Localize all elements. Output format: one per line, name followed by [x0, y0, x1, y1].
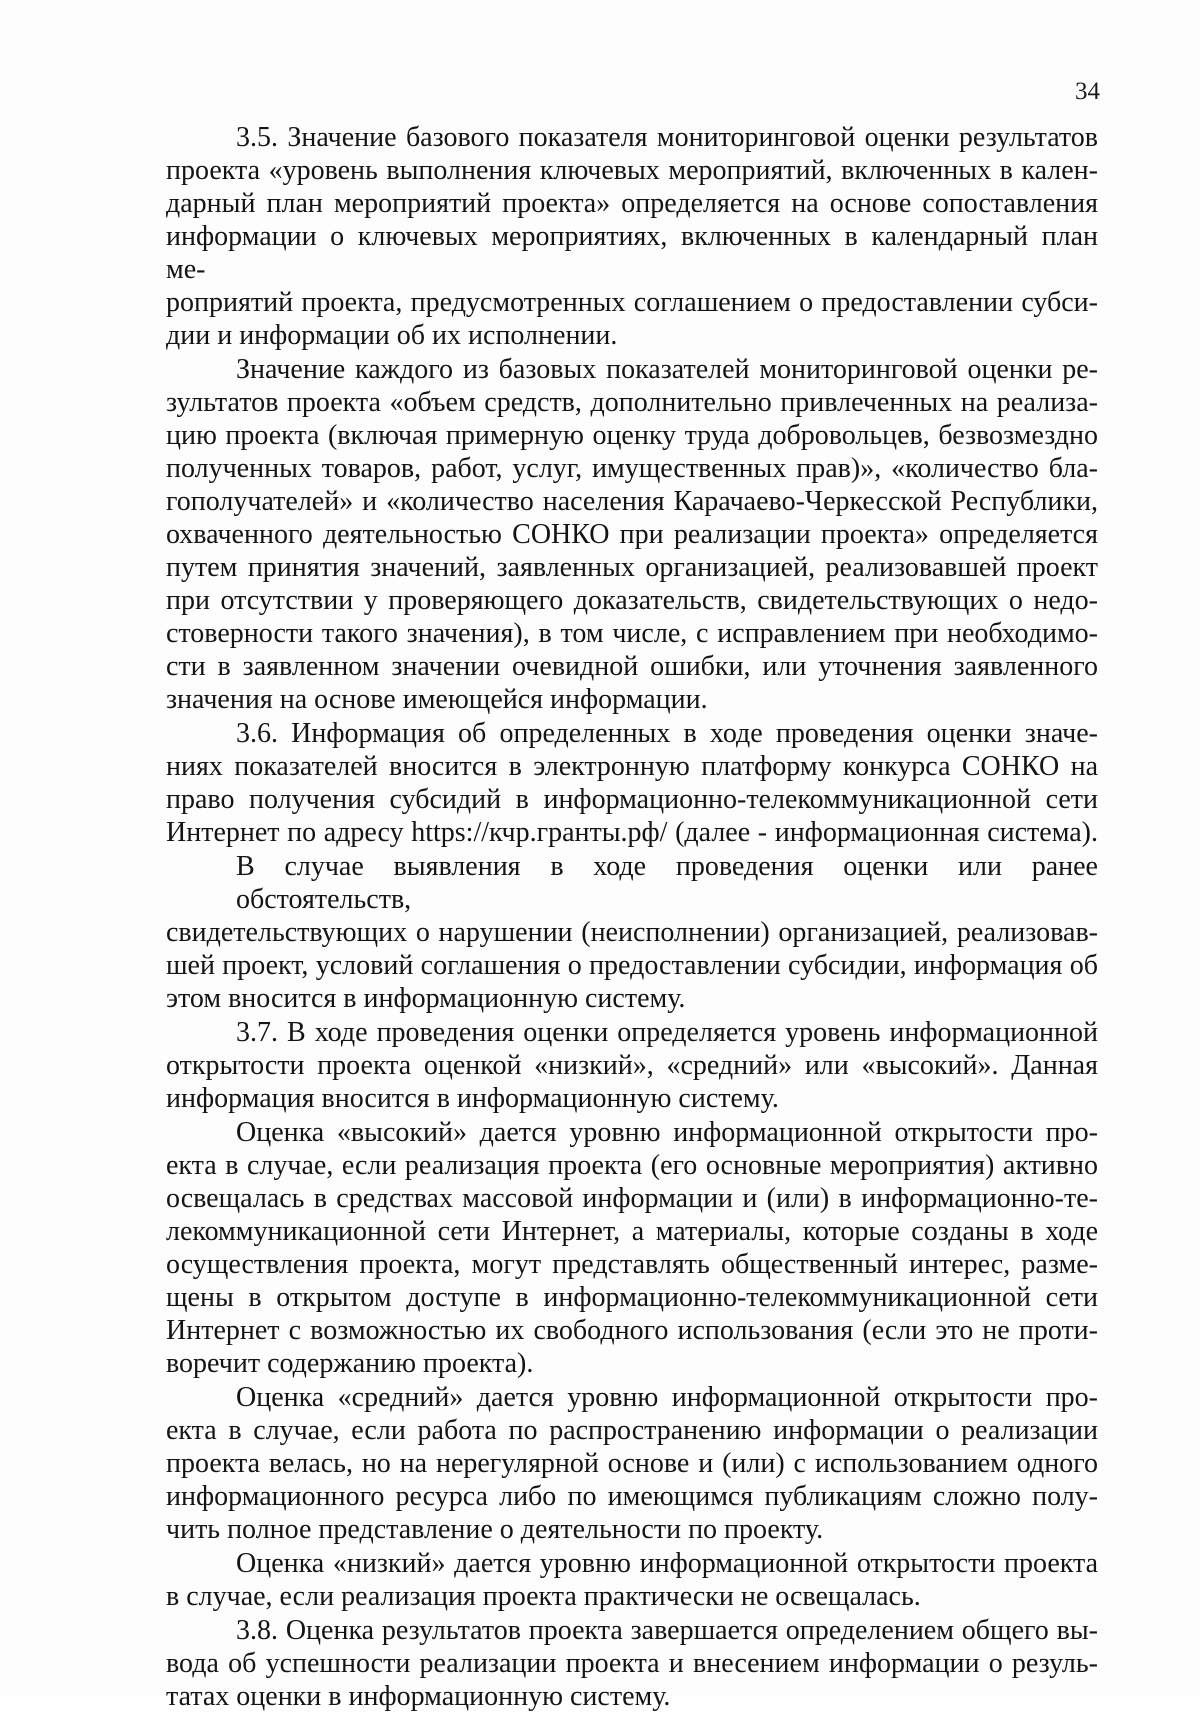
text-line: воречит содержанию проекта).: [166, 1348, 534, 1379]
text-line: В случае выявления в ходе проведения оценки или ранее обстоятельств,: [236, 851, 1098, 915]
paragraph-rating-medium: [166, 1381, 1098, 1546]
text-line: право получения субсидий в информационно-телекоммуникационной сети: [166, 784, 1098, 815]
text-line: лекоммуникационной сети Интернет, а материалы, которые созданы в ходе: [166, 1216, 1098, 1247]
text-line: зультатов проекта «объем средств, дополнительно привлеченных на реализа-: [166, 387, 1098, 418]
text-line: 3.8. Оценка результатов проекта завершается определением общего вы-: [236, 1615, 1098, 1646]
paragraph-base-indicators: [166, 353, 1098, 716]
paragraph-3-7: [166, 1016, 1098, 1115]
text-line: открытости проекта оценкой «низкий», «средний» или «высокий». Данная: [166, 1050, 1098, 1081]
text-line: цию проекта (включая примерную оценку труда добровольцев, безвозмездно: [166, 420, 1098, 451]
paragraph-3-8: [166, 1614, 1098, 1713]
text-line: информационного ресурса либо по имеющимся публикациям сложно полу-: [166, 1481, 1098, 1512]
document-body: [166, 121, 1098, 1714]
text-line: щены в открытом доступе в информационно-телекоммуникационной сети: [166, 1282, 1098, 1313]
text-line: роприятий проекта, предусмотренных соглашением о предоставлении субси-: [166, 287, 1098, 318]
text-line: информации о ключевых мероприятиях, включенных в календарный план ме-: [166, 221, 1098, 285]
text-line: дарный план мероприятий проекта» определяется на основе сопоставления: [166, 188, 1098, 219]
paragraph-3-5: [166, 121, 1098, 352]
text-line: свидетельствующих о нарушении (неисполнении) организацией, реализовав-: [166, 917, 1098, 948]
text-line: татах оценки в информационную систему.: [166, 1681, 671, 1712]
text-line: стоверности такого значения), в том числе, с исправлением при необходимо-: [166, 618, 1098, 649]
text-line: екта в случае, если реализация проекта (его основные мероприятия) активно: [166, 1150, 1098, 1181]
text-line: этом вносится в информационную систему.: [166, 983, 686, 1014]
text-line: Оценка «средний» дается уровню информационной открытости про-: [236, 1382, 1098, 1413]
paragraph-rating-high: [166, 1116, 1098, 1380]
text-line: Оценка «низкий» дается уровню информационной открытости проекта: [236, 1548, 1098, 1579]
text-line: осуществления проекта, могут представлять общественный интерес, разме-: [166, 1249, 1098, 1280]
text-line: освещалась в средствах массовой информации и (или) в информационно-те-: [166, 1183, 1098, 1214]
text-line: Оценка «высокий» дается уровню информационной открытости про-: [236, 1117, 1098, 1148]
text-line: Значение каждого из базовых показателей мониторинговой оценки ре-: [236, 354, 1098, 385]
text-line: гополучателей» и «количество населения Карачаево-Черкесской Республики,: [166, 486, 1098, 517]
text-line: путем принятия значений, заявленных организацией, реализовавшей проект: [166, 552, 1098, 583]
text-line: при отсутствии у проверяющего доказательств, свидетельствующих о недо-: [166, 585, 1098, 616]
text-line: 3.7. В ходе проведения оценки определяется уровень информационной: [236, 1017, 1098, 1048]
text-line: 3.5. Значение базового показателя мониторинговой оценки результатов: [236, 122, 1098, 153]
text-line: екта в случае, если работа по распространению информации о реализации: [166, 1415, 1098, 1446]
text-line: шей проект, условий соглашения о предоставлении субсидии, информация об: [166, 950, 1098, 981]
text-line: полученных товаров, работ, услуг, имущественных прав)», «количество бла-: [166, 453, 1098, 484]
page-number: 34: [1075, 78, 1100, 105]
paragraph-rating-low: [166, 1547, 1098, 1613]
text-line: 3.6. Информация об определенных в ходе проведения оценки значе-: [236, 718, 1098, 749]
text-line: Интернет с возможностью их свободного использования (если это не проти-: [166, 1315, 1098, 1346]
text-line: значения на основе имеющейся информации.: [166, 684, 708, 715]
text-line: дии и информации об их исполнении.: [166, 320, 618, 351]
text-line: в случае, если реализация проекта практически не освещалась.: [166, 1581, 921, 1612]
text-line: проекта велась, но на нерегулярной основе и (или) с использованием одного: [166, 1448, 1098, 1479]
text-line: информация вносится в информационную систему.: [166, 1083, 779, 1114]
text-line: проекта «уровень выполнения ключевых мероприятий, включенных в кален-: [166, 155, 1098, 186]
text-line: чить полное представление о деятельности по проекту.: [166, 1514, 824, 1545]
paragraph-violations: [166, 850, 1098, 1015]
paragraph-3-6: [166, 717, 1098, 849]
text-line: сти в заявленном значении очевидной ошибки, или уточнения заявленного: [166, 651, 1098, 682]
text-line: ниях показателей вносится в электронную платформу конкурса СОНКО на: [166, 751, 1098, 782]
text-line: вода об успешности реализации проекта и внесением информации о резуль-: [166, 1648, 1098, 1679]
text-line: охваченного деятельностью СОНКО при реализации проекта» определяется: [166, 519, 1098, 550]
text-line: Интернет по адресу https://кчр.гранты.рф/ (далее - информационная система).: [166, 817, 1098, 848]
